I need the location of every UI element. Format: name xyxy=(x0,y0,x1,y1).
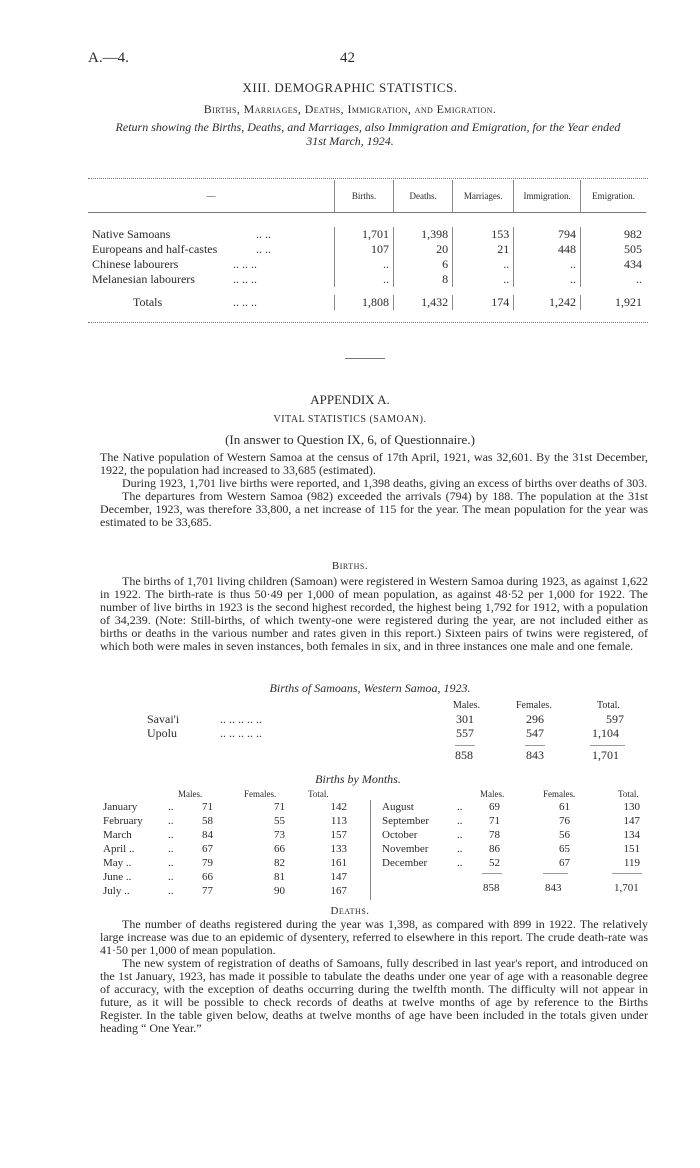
page-number: 42 xyxy=(340,50,355,66)
cell-deaths: 6 xyxy=(394,257,453,272)
island-total-all: 1,701 xyxy=(592,748,619,762)
months-header-females-right: Females. xyxy=(543,789,576,799)
cell-deaths: 20 xyxy=(394,242,453,257)
month-row: July .. .. 77 90 167 xyxy=(103,885,347,897)
cell-immigration: .. xyxy=(514,257,581,272)
month-row: April .. .. 67 66 133 xyxy=(103,843,347,855)
appendix-text-2 xyxy=(100,575,648,653)
cell-births: 107 xyxy=(335,242,394,257)
totals-label: Totals .. .. .. xyxy=(133,295,257,309)
table-row xyxy=(88,242,646,257)
months-column-divider xyxy=(370,800,371,900)
months-rule-total xyxy=(612,873,642,874)
cell-births: 1,701 xyxy=(335,227,394,242)
table-top-rule xyxy=(88,178,648,179)
island-rule-females xyxy=(525,745,545,746)
paragraph-census: The Native population of Western Samoa at the census of 17th April, 1921, was 32,601. By the 31st December, 1922, the population had increased to 33,685 (estimated). xyxy=(100,450,648,477)
appendix-title: APPENDIX A. xyxy=(310,392,390,407)
total-emigration: 1,921 xyxy=(581,295,647,310)
row-label: Chinese labourers .. .. .. xyxy=(92,257,257,271)
paragraph-deaths: The number of deaths registered during the year was 1,398, as compared with 899 in 1922. The relatively large increase was due to an epidemic of dysentery, referred to elsewhere in this report. The crude death-rate was 41·50 per 1,000 of mean population. xyxy=(100,917,648,957)
months-total-males: 858 xyxy=(483,882,500,894)
total-births: 1,808 xyxy=(335,295,394,310)
month-row: June .. .. 66 81 147 xyxy=(103,871,347,883)
island-total-females: 843 xyxy=(526,748,544,762)
island-header-females: Females. xyxy=(516,700,552,711)
island-total-males: 858 xyxy=(455,748,473,762)
deaths-heading: Deaths. xyxy=(330,905,370,917)
months-left-table xyxy=(103,800,347,898)
island-females: 547 xyxy=(526,726,544,740)
row-label: Melanesian labourers .. .. .. xyxy=(92,272,257,286)
island-dots: .. .. .. .. .. xyxy=(220,712,262,726)
appendix-subtitle: VITAL STATISTICS (SAMOAN). xyxy=(273,414,427,425)
month-row: January .. 71 71 142 xyxy=(103,801,347,813)
table-row xyxy=(88,227,646,242)
paragraph-registration: The new system of registration of deaths of Samoans, fully described in last year's report, and introduced on the 1st January, 1923, has made it possible to tabulate the deaths under one year of age with a reasonable degree of accuracy, with the exception of deaths occurring during the twelfth month. The difficulty will not appear in future, as it will be possible to check records of deaths at twelve months of age by reference to the Births Register. In the table given below, deaths at twelve months of age have been included in the totals given under heading “ One Year.” xyxy=(100,956,648,1035)
row-label: Native Samoans .. .. xyxy=(92,227,271,241)
months-header-total-right: Total. xyxy=(618,789,639,799)
header-deaths: Deaths. xyxy=(394,180,453,213)
cell-deaths: 1,398 xyxy=(394,227,453,242)
island-males: 301 xyxy=(456,712,474,726)
island-header-total: Total. xyxy=(597,700,620,711)
header-emigration: Emigration. xyxy=(581,180,647,213)
table-row xyxy=(88,272,646,287)
island-total: 1,104 xyxy=(592,726,619,740)
table-header-row xyxy=(88,180,646,213)
return-line-1: Return showing the Births, Deaths, and Marriages, also Immigration and Emigration, for the Year ended xyxy=(115,120,621,134)
return-line-2: 31st March, 1924. xyxy=(306,134,394,148)
island-header-males: Males. xyxy=(453,700,480,711)
cell-emigration: .. xyxy=(581,272,647,287)
cell-emigration: 434 xyxy=(581,257,647,272)
island-label: Savai'i xyxy=(147,712,180,726)
header-blank: — xyxy=(206,191,216,201)
cell-emigration: 982 xyxy=(581,227,647,242)
months-header-males-right: Males. xyxy=(480,789,505,799)
months-rule-males xyxy=(482,873,502,874)
months-total-females: 843 xyxy=(545,882,562,894)
total-marriages: 174 xyxy=(453,295,514,310)
total-immigration: 1,242 xyxy=(514,295,581,310)
island-males: 557 xyxy=(456,726,474,740)
cell-marriages: 21 xyxy=(453,242,514,257)
cell-immigration: .. xyxy=(514,272,581,287)
section-divider xyxy=(345,358,385,359)
cell-births: .. xyxy=(335,257,394,272)
cell-marriages: .. xyxy=(453,272,514,287)
month-row: December .. 52 67 119 xyxy=(382,857,640,869)
page-ref: A.—4. xyxy=(88,50,129,66)
month-row: November .. 86 65 151 xyxy=(382,843,640,855)
island-rule-total xyxy=(590,745,625,746)
month-row: February .. 58 55 113 xyxy=(103,815,347,827)
total-deaths: 1,432 xyxy=(394,295,453,310)
paragraph-births-deaths: During 1923, 1,701 live births were reported, and 1,398 deaths, giving an excess of births over deaths of 303. xyxy=(122,476,648,490)
totals-row xyxy=(88,295,646,310)
island-total: 597 xyxy=(606,712,624,726)
month-row: September .. 71 76 147 xyxy=(382,815,640,827)
header-marriages: Marriages. xyxy=(453,180,514,213)
births-heading: Births. xyxy=(331,560,369,572)
header-births: Births. xyxy=(335,180,394,213)
table-bottom-rule xyxy=(88,322,648,323)
month-row: May .. .. 79 82 161 xyxy=(103,857,347,869)
row-label: Europeans and half-castes .. .. xyxy=(92,242,271,256)
island-females: 296 xyxy=(526,712,544,726)
births-island-title: Births of Samoans, Western Samoa, 1923. xyxy=(269,681,471,695)
appendix-text-1 xyxy=(100,451,648,529)
section-title: XIII. DEMOGRAPHIC STATISTICS. xyxy=(242,80,458,95)
island-label: Upolu xyxy=(147,726,177,740)
cell-immigration: 794 xyxy=(514,227,581,242)
appendix-text-3 xyxy=(100,918,648,1035)
months-header-females-left: Females. xyxy=(244,789,277,799)
month-row: March .. 84 73 157 xyxy=(103,829,347,841)
table-row xyxy=(88,257,646,272)
months-header-males-left: Males. xyxy=(178,789,203,799)
months-rule-females xyxy=(543,873,568,874)
months-total-all: 1,701 xyxy=(614,882,639,894)
month-row: August .. 69 61 130 xyxy=(382,801,640,813)
paragraph-departures: The departures from Western Samoa (982) exceeded the arrivals (794) by 188. The population at the 31st December, 1923, was therefore 33,800, a net increase of 115 for the year. The mean population for the year was estimated to be 33,685. xyxy=(100,489,648,529)
cell-emigration: 505 xyxy=(581,242,647,257)
cell-marriages: .. xyxy=(453,257,514,272)
demographic-table xyxy=(88,180,646,322)
appendix-answer: (In answer to Question IX, 6, of Questionnaire.) xyxy=(225,432,475,447)
month-row: October .. 78 56 134 xyxy=(382,829,640,841)
births-months-title: Births by Months. xyxy=(315,772,401,786)
section-subtitle: Births, Marriages, Deaths, Immigration, and Emigration. xyxy=(203,102,497,116)
months-header-total-left: Total. xyxy=(308,789,329,799)
cell-marriages: 153 xyxy=(453,227,514,242)
cell-deaths: 8 xyxy=(394,272,453,287)
cell-births: .. xyxy=(335,272,394,287)
island-dots: .. .. .. .. .. xyxy=(220,726,262,740)
cell-immigration: 448 xyxy=(514,242,581,257)
months-right-table xyxy=(382,800,640,870)
header-immigration: Immigration. xyxy=(514,180,581,213)
paragraph-births: The births of 1,701 living children (Samoan) were registered in Western Samoa during 1923, as against 1,622 in 1922. The birth-rate is thus 50·49 per 1,000 of mean population, as against 48·52 per 1,000 for 1922. The number of live births in 1923 is the second highest recorded, the highest being 1,792 for 1912, with a population of 34,239. (Note: Still-births, of which twenty-one were registered during the year, are not included either as births or deaths in the various number and rates given in this report.) Sixteen pairs of twins were registered, of which both were males in seven instances, both females in six, and in three instances one male and one female. xyxy=(100,574,648,653)
island-rule-males xyxy=(455,745,475,746)
